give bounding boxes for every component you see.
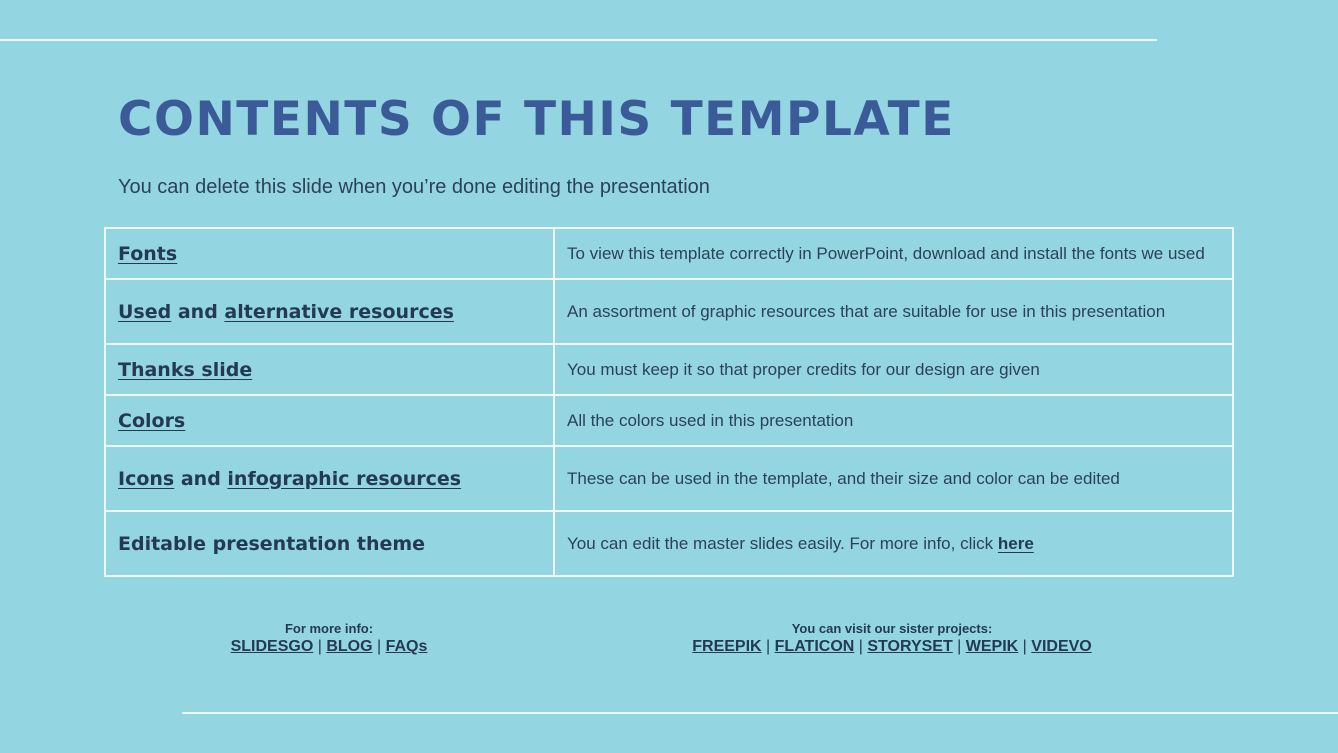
table-row	[105, 279, 1233, 344]
section-text: and	[171, 300, 225, 323]
section-description-cell	[554, 344, 1233, 395]
footer-more-info-links	[231, 638, 428, 655]
table-row	[105, 511, 1233, 576]
table-row	[105, 446, 1233, 511]
table-row	[105, 228, 1233, 279]
footer-link-storyset[interactable]: STORYSET	[867, 638, 953, 655]
section-name-cell	[105, 228, 554, 279]
section-description: You can edit the master slides easily. For more info, click	[567, 533, 998, 553]
top-divider-line	[0, 39, 1157, 41]
section-description-cell	[554, 511, 1233, 576]
footer-sister-projects	[680, 621, 1104, 656]
link-separator: |	[854, 638, 868, 655]
footer-more-info	[229, 621, 429, 656]
bottom-divider-line	[182, 712, 1338, 714]
section-description-cell	[554, 395, 1233, 446]
section-name-cell	[105, 511, 554, 576]
section-text: Editable presentation theme	[118, 532, 426, 555]
section-description: An assortment of graphic resources that are suitable for use in this presentation	[567, 301, 1166, 321]
footer-link-slidesgo[interactable]: SLIDESGO	[230, 638, 314, 655]
section-link[interactable]: Fonts	[118, 242, 178, 265]
link-separator: |	[1018, 638, 1032, 655]
section-link[interactable]: Colors	[118, 409, 186, 432]
section-description-cell	[554, 228, 1233, 279]
section-description: You must keep it so that proper credits for our design are given	[567, 359, 1040, 379]
section-description-cell	[554, 446, 1233, 511]
contents-table	[104, 227, 1234, 577]
section-description: To view this template correctly in PowerPoint, download and install the fonts we used	[567, 243, 1205, 263]
footer-link-videvo[interactable]: VIDEVO	[1031, 638, 1092, 655]
here-link[interactable]: here	[997, 533, 1034, 553]
page-subtitle: You can delete this slide when you’re done editing the presentation	[118, 176, 710, 198]
link-separator: |	[761, 638, 775, 655]
section-description: All the colors used in this presentation	[567, 410, 854, 430]
section-description-cell	[554, 279, 1233, 344]
section-link[interactable]: Icons	[118, 467, 175, 490]
section-text: and	[174, 467, 228, 490]
table-row	[105, 395, 1233, 446]
section-name-cell	[105, 279, 554, 344]
footer-link-wepik[interactable]: WEPIK	[965, 638, 1019, 655]
section-link[interactable]: alternative resources	[224, 300, 454, 323]
footer-sister-projects-links	[692, 638, 1092, 655]
footer-sister-projects-label: You can visit our sister projects:	[791, 621, 993, 636]
section-description: These can be used in the template, and their size and color can be edited	[567, 468, 1120, 488]
footer-link-faqs[interactable]: FAQs	[385, 638, 428, 655]
link-separator: |	[372, 638, 386, 655]
section-name-cell	[105, 344, 554, 395]
section-name-cell	[105, 395, 554, 446]
footer-more-info-label: For more info:	[284, 621, 374, 636]
footer-link-flaticon[interactable]: FLATICON	[774, 638, 855, 655]
footer-link-blog[interactable]: BLOG	[326, 638, 373, 655]
section-link[interactable]: infographic resources	[227, 467, 462, 490]
link-separator: |	[313, 638, 327, 655]
footer-link-freepik[interactable]: FREEPIK	[692, 638, 762, 655]
section-name-cell	[105, 446, 554, 511]
section-link[interactable]: Used	[118, 300, 172, 323]
table-row	[105, 344, 1233, 395]
link-separator: |	[952, 638, 966, 655]
section-link[interactable]: Thanks slide	[118, 358, 253, 381]
page-title: CONTENTS OF THIS TEMPLATE	[118, 92, 955, 147]
